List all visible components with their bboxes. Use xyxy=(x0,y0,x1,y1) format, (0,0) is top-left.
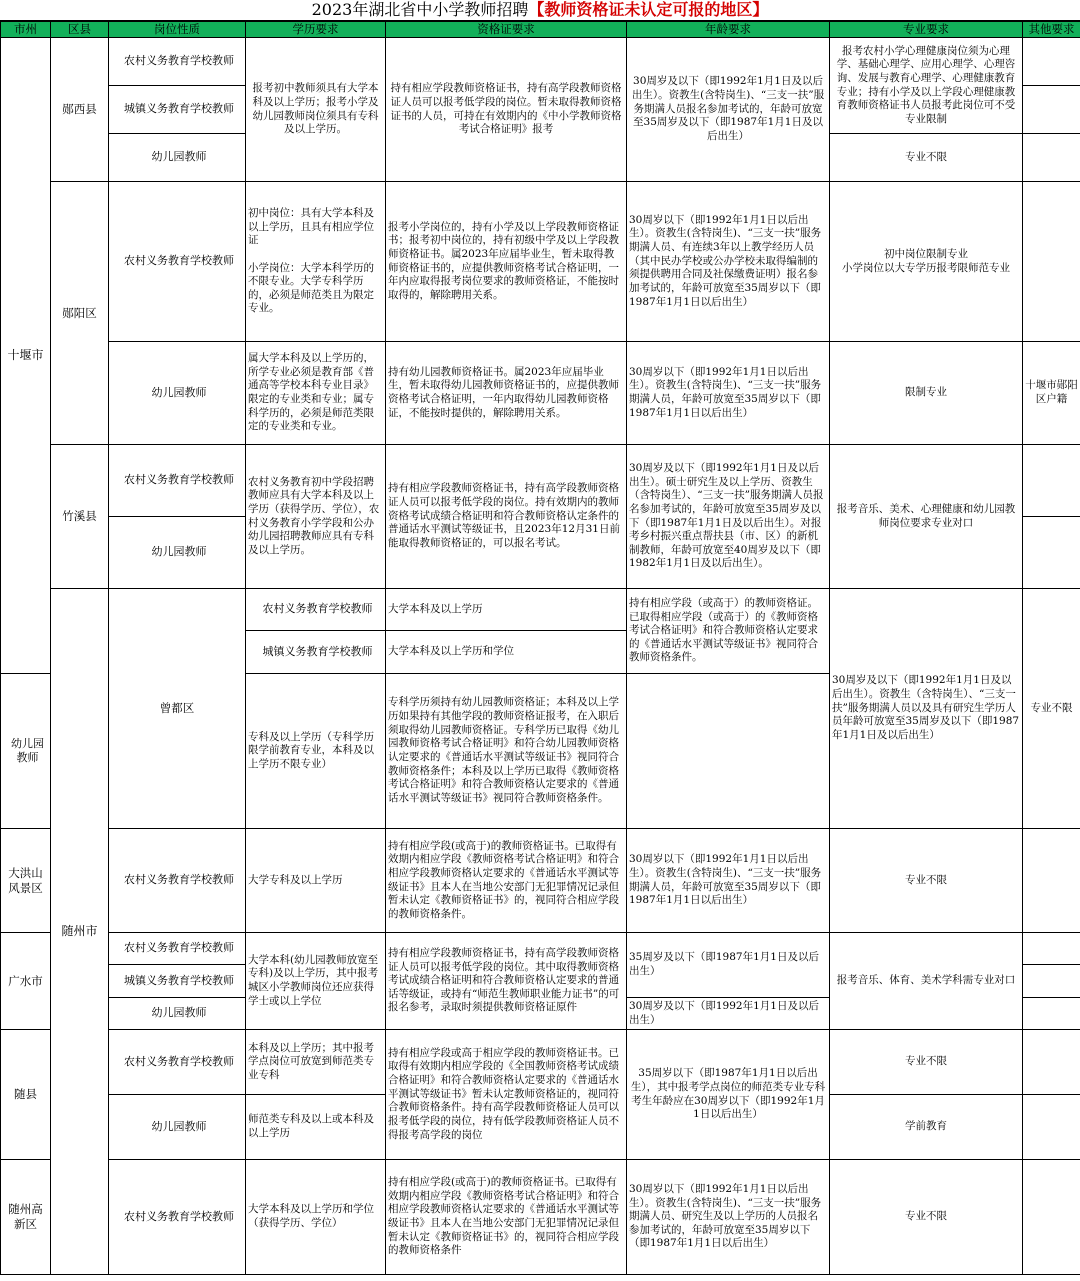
header-education: 学历要求 xyxy=(246,22,386,38)
post-rural: 农村义务教育学校教师 xyxy=(109,182,246,342)
age-zhuxi: 30周岁及以下（即1992年1月1日及以后出生）。硕士研究生及以上学历、资教生（含特岗生）、“三支一扶”服务期满人员报名参加考试的，年龄可放宽至35周岁及以下（即1987年1月1日及以后出生）。对报考乡村振兴重点帮扶县（市、区）的新机制教师，年龄可放宽至40周岁及以下（即1982年1月1日及以后出生）。 xyxy=(627,445,830,589)
table-row xyxy=(1,1160,1080,1275)
table-row xyxy=(1,829,1080,933)
post-rural: 农村义务教育学校教师 xyxy=(246,589,386,631)
education-yunxi: 报考初中教师须具有大学本科及以上学历；报考小学及幼儿园教师岗位须具有专科及以上学历。 xyxy=(246,38,386,182)
post-rural: 农村义务教育学校教师 xyxy=(109,38,246,86)
age-suixian: 35周岁以下（即1987年1月1日以后出生），其中报考学点岗位的师范类专业专科考生年龄应在30周岁以下（即1992年1月1日以后出生） xyxy=(627,1030,830,1160)
other-cell xyxy=(1023,182,1080,342)
education-guangshui: 大学本科(幼儿园教师放宽至专科)及以上学历，其中报考城区小学教师岗位还应获得学士或以上学位 xyxy=(246,933,386,1030)
other-cell xyxy=(1023,1160,1080,1275)
education-suixian-1: 本科及以上学历；其中报考学点岗位可放宽到师范类专业专科 xyxy=(246,1030,386,1095)
other-cell xyxy=(1023,1030,1080,1095)
post-rural: 农村义务教育学校教师 xyxy=(109,1160,246,1275)
other-cell xyxy=(1023,38,1080,86)
education-zengdu-2: 大学本科及以上学历和学位 xyxy=(386,631,627,674)
major-dahongshan: 专业不限 xyxy=(830,829,1023,933)
age-dahongshan: 30周岁以下（即1992年1月1日以后出生）。资教生(含特岗生)、“三支一扶”服务期满人员，年龄可放宽至35周岁以下（即1987年1月1日以后出生） xyxy=(627,829,830,933)
post-rural: 农村义务教育学校教师 xyxy=(109,933,246,965)
post-kindergarten: 幼儿园教师 xyxy=(109,998,246,1030)
post-rural: 农村义务教育学校教师 xyxy=(109,445,246,517)
age-guangshui-12: 35周岁及以下（即1987年1月1日及以后出生） xyxy=(627,933,830,998)
post-kindergarten: 幼儿园教师 xyxy=(109,1095,246,1160)
district-yunyang: 郧阳区 xyxy=(51,182,109,445)
district-zhuxi: 竹溪县 xyxy=(51,445,109,589)
other-cell xyxy=(627,674,830,829)
header-post: 岗位性质 xyxy=(109,22,246,38)
post-rural: 农村义务教育学校教师 xyxy=(109,1030,246,1095)
certificate-zhuxi: 持有相应学段教师资格证书，持有高学段教师资格证人员可以报考低学段的岗位。持有效期内的教师资格考试成绩合格证明和符合教师资格认定条件的普通话水平测试等级证书，且2023年12月31日前能取得教师资格证的，可以报名考试。 xyxy=(386,445,627,589)
district-gaoxin: 随州高新区 xyxy=(1,1160,51,1275)
major-gaoxin: 专业不限 xyxy=(830,1160,1023,1275)
table-row xyxy=(1,342,1080,445)
age-yunyang-1: 30周岁以下（即1992年1月1日以后出生）。资教生(含特岗生)、“三支一扶”服务期满人员、有连续3年以上教学经历人员（其中民办学校或公办学校未取得编制的须提供聘用合同及社保缴费证明）报名参加考试的，年龄可放宽至35周岁以下（即1987年1月1日以后出生） xyxy=(627,182,830,342)
recruitment-table xyxy=(0,21,1080,1275)
post-urban: 城镇义务教育学校教师 xyxy=(109,86,246,134)
table-header-row xyxy=(1,22,1080,38)
post-rural: 农村义务教育学校教师 xyxy=(109,829,246,933)
certificate-yunxi: 持有相应学段教师资格证书，持有高学段教师资格证人员可以报考低学段的岗位。暂未取得教师资格证书的人员，可持在有效期内的《中小学教师资格考试合格证明》报考 xyxy=(386,38,627,182)
major-suixian-2: 学前教育 xyxy=(830,1095,1023,1160)
header-other: 其他要求 xyxy=(1023,22,1080,38)
education-zengdu-3: 专科及以上学历（专科学历限学前教育专业，本科及以上学历不限专业） xyxy=(246,674,386,829)
major-zhuxi: 报考音乐、美术、心理健康和幼儿园教师岗位要求专业对口 xyxy=(830,445,1023,589)
other-cell xyxy=(1023,517,1080,589)
education-yunyang-1: 初中岗位：具有大学本科及以上学历，且具有相应学位证 小学岗位：大学本科学历的不限专业。大学专科学历的，必须是师范类且为限定专业。 xyxy=(246,182,386,342)
post-kindergarten: 幼儿园教师 xyxy=(109,342,246,445)
post-kindergarten: 幼儿园教师 xyxy=(109,134,246,182)
city-shiyan: 十堰市 xyxy=(1,38,51,674)
table-row xyxy=(1,38,1080,86)
post-urban: 城镇义务教育学校教师 xyxy=(109,965,246,998)
post-urban: 城镇义务教育学校教师 xyxy=(246,631,386,674)
other-cell xyxy=(1023,1095,1080,1160)
age-yunyang-2: 30周岁以下（即1992年1月1日以后出生）。资教生(含特岗生)、“三支一扶”服务期满人员，年龄可放宽至35周岁以下（即1987年1月1日以后出生） xyxy=(627,342,830,445)
table-row xyxy=(1,589,1080,631)
title-highlight: 【教师资格证未认定可报的地区】 xyxy=(528,0,769,19)
district-suixian: 随县 xyxy=(1,1030,51,1160)
age-guangshui-3: 30周岁及以下（即1992年1月1日及以后出生） xyxy=(627,998,830,1030)
major-yunxi-2: 专业不限 xyxy=(830,134,1023,182)
page-title xyxy=(0,0,1080,21)
table-row xyxy=(1,445,1080,517)
major-yunxi-1: 报考农村小学心理健康岗位须为心理学、基础心理学、应用心理学、心理咨询、发展与教育心理学、心理健康教育专业；持有小学及以上学段心理健康教育教师资格证书人员报考此岗位可不受专业限制 xyxy=(830,38,1023,134)
major-suixian-1: 专业不限 xyxy=(830,1030,1023,1095)
education-zengdu-1: 大学本科及以上学历 xyxy=(386,589,627,631)
other-cell xyxy=(1023,998,1080,1030)
certificate-dahongshan: 持有相应学段(或高于)的教师资格证书。已取得有效期内相应学段《教师资格考试合格证明》和符合相应学段教师资格认定要求的《普通话水平测试等级证书》且本人在当地公安部门无犯罪情况记录但暂未认定《教师资格证书》的，视同符合相应学段的教师资格条件。 xyxy=(386,829,627,933)
district-guangshui: 广水市 xyxy=(1,933,51,1030)
major-zengdu: 专业不限 xyxy=(1023,589,1080,829)
education-gaoxin: 大学本科及以上学历和学位（获得学历、学位） xyxy=(246,1160,386,1275)
title-prefix: 2023年湖北省中小学教师招聘 xyxy=(311,0,529,19)
age-zengdu: 30周岁及以下（即1992年1月1日及以后出生）。资教生（含特岗生）、“三支一扶”服务期满人员以及具有研究生学历人员年龄可放宽至35周岁及以下（即1987年1月1日及以后出生） xyxy=(830,589,1023,829)
table-row xyxy=(1,182,1080,342)
major-yunyang-2: 限制专业 xyxy=(830,342,1023,445)
table-row xyxy=(1,1030,1080,1095)
certificate-guangshui: 持有相应学段教师资格证书，持有高学段教师资格证人员可以报考低学段的岗位。其中取得教师资格考试成绩合格证明和符合教师资格认定要求的普通话等级证，或持有“师范生教师职业能力证书”的可报名参考，录取时须提供教师资格证原件 xyxy=(386,933,627,1030)
other-cell xyxy=(1023,86,1080,134)
header-age: 年龄要求 xyxy=(627,22,830,38)
other-cell xyxy=(1023,965,1080,998)
education-dahongshan: 大学专科及以上学历 xyxy=(246,829,386,933)
table-row xyxy=(1,933,1080,965)
district-dahongshan: 大洪山风景区 xyxy=(1,829,51,933)
district-yunxi: 郧西县 xyxy=(51,38,109,182)
city-suizhou: 随州市 xyxy=(51,589,109,1275)
certificate-gaoxin: 持有相应学段(或高于)的教师资格证书。已取得有效期内相应学段《教师资格考试合格证明》和符合相应学段教师资格认定要求的《普通话水平测试等级证书》且本人在当地公安部门无犯罪情况记录但暂未认定《教师资格证书》的，视同符合相应学段的教师资格条件 xyxy=(386,1160,627,1275)
post-kindergarten: 幼儿园教师 xyxy=(109,517,246,589)
other-cell xyxy=(1023,134,1080,182)
other-yunyang-2: 十堰市郧阳区户籍 xyxy=(1023,342,1080,445)
certificate-suixian: 持有相应学段或高于相应学段的教师资格证书。已取得有效期内相应学段的《全国教师资格考试成绩合格证明》和符合教师资格认定要求的《普通话水平测试等级证书》暂未认定教师资格证的，视同符合教师资格条件。持有高学段教师资格证人员可以报考低学段的岗位，持有低学段教师资格证人员不得报考高学段的岗位 xyxy=(386,1030,627,1160)
other-cell xyxy=(1023,829,1080,933)
certificate-zengdu-12: 持有相应学段（或高于）的教师资格证。已取得相应学段（或高于）的《教师资格考试合格证明》和符合教师资格认定要求的《普通话水平测试等级证书》视同符合教师资格条件。 xyxy=(627,589,830,674)
certificate-zengdu-3: 专科学历须持有幼儿园教师资格证；本科及以上学历如果持有其他学段的教师资格证报考，在入职后须取得幼儿园教师资格证。专科学历已取得《幼儿园教师资格考试合格证明》和符合幼儿园教师资格认定要求的《普通话水平测试等级证书》视同符合教师资格条件；本科及以上学历已取得《教师资格考试合格证明》和符合教师资格认定要求的《普通话水平测试等级证书》视同符合教师资格条件。 xyxy=(386,674,627,829)
header-certificate: 资格证要求 xyxy=(386,22,627,38)
header-major: 专业要求 xyxy=(830,22,1023,38)
post-kindergarten: 幼儿园教师 xyxy=(1,674,51,829)
certificate-yunyang-2: 持有幼儿园教师资格证书。属2023年应届毕业生，暂未取得幼儿园教师资格证书的，应提供教师资格考试合格证明，一年内取得幼儿园教师资格证，不能按时提供的，解除聘用关系。 xyxy=(386,342,627,445)
age-gaoxin: 30周岁以下（即1992年1月1日以后出生）。资教生(含特岗生)、“三支一扶”服务期满人员、研究生及以上学历的人员报名参加考试的，年龄可放宽至35周岁以下（即1987年1月1日以后出生） xyxy=(627,1160,830,1275)
certificate-yunyang-1: 报考小学岗位的，持有小学及以上学段教师资格证书；报考初中岗位的，持有初级中学及以上学段教师资格证书。属2023年应届毕业生，暂未取得教师资格证书的，应提供教师资格考试合格证明，一年内应取得报考岗位要求的教师资格证，不能按时取得的，解除聘用关系。 xyxy=(386,182,627,342)
header-district: 区县 xyxy=(51,22,109,38)
other-cell xyxy=(1023,445,1080,517)
major-yunyang-1: 初中岗位限制专业 小学岗位以大专学历报考限师范专业 xyxy=(830,182,1023,342)
education-yunyang-2: 属大学本科及以上学历的，所学专业必须是教育部《普通高等学校本科专业目录》限定的专业类和专业；属专科学历的，必须是师范类限定的专业类和专业。 xyxy=(246,342,386,445)
education-suixian-2: 师范类专科及以上或本科及以上学历 xyxy=(246,1095,386,1160)
other-cell xyxy=(1023,933,1080,965)
age-yunxi: 30周岁及以下（即1992年1月1日及以后出生）。资教生(含特岗生)、“三支一扶”服务期满人员报名参加考试的，年龄可放宽至35周岁及以下（即1987年1月1日及以后出生） xyxy=(627,38,830,182)
district-zengdu: 曾都区 xyxy=(109,589,246,829)
header-city: 市州 xyxy=(1,22,51,38)
education-zhuxi: 农村义务教育初中学段招聘教师应具有大学本科及以上学历（获得学历、学位），农村义务教育小学学段和公办幼儿园招聘教师应具有专科及以上学历。 xyxy=(246,445,386,589)
major-guangshui: 报考音乐、体育、美术学科需专业对口 xyxy=(830,933,1023,1030)
